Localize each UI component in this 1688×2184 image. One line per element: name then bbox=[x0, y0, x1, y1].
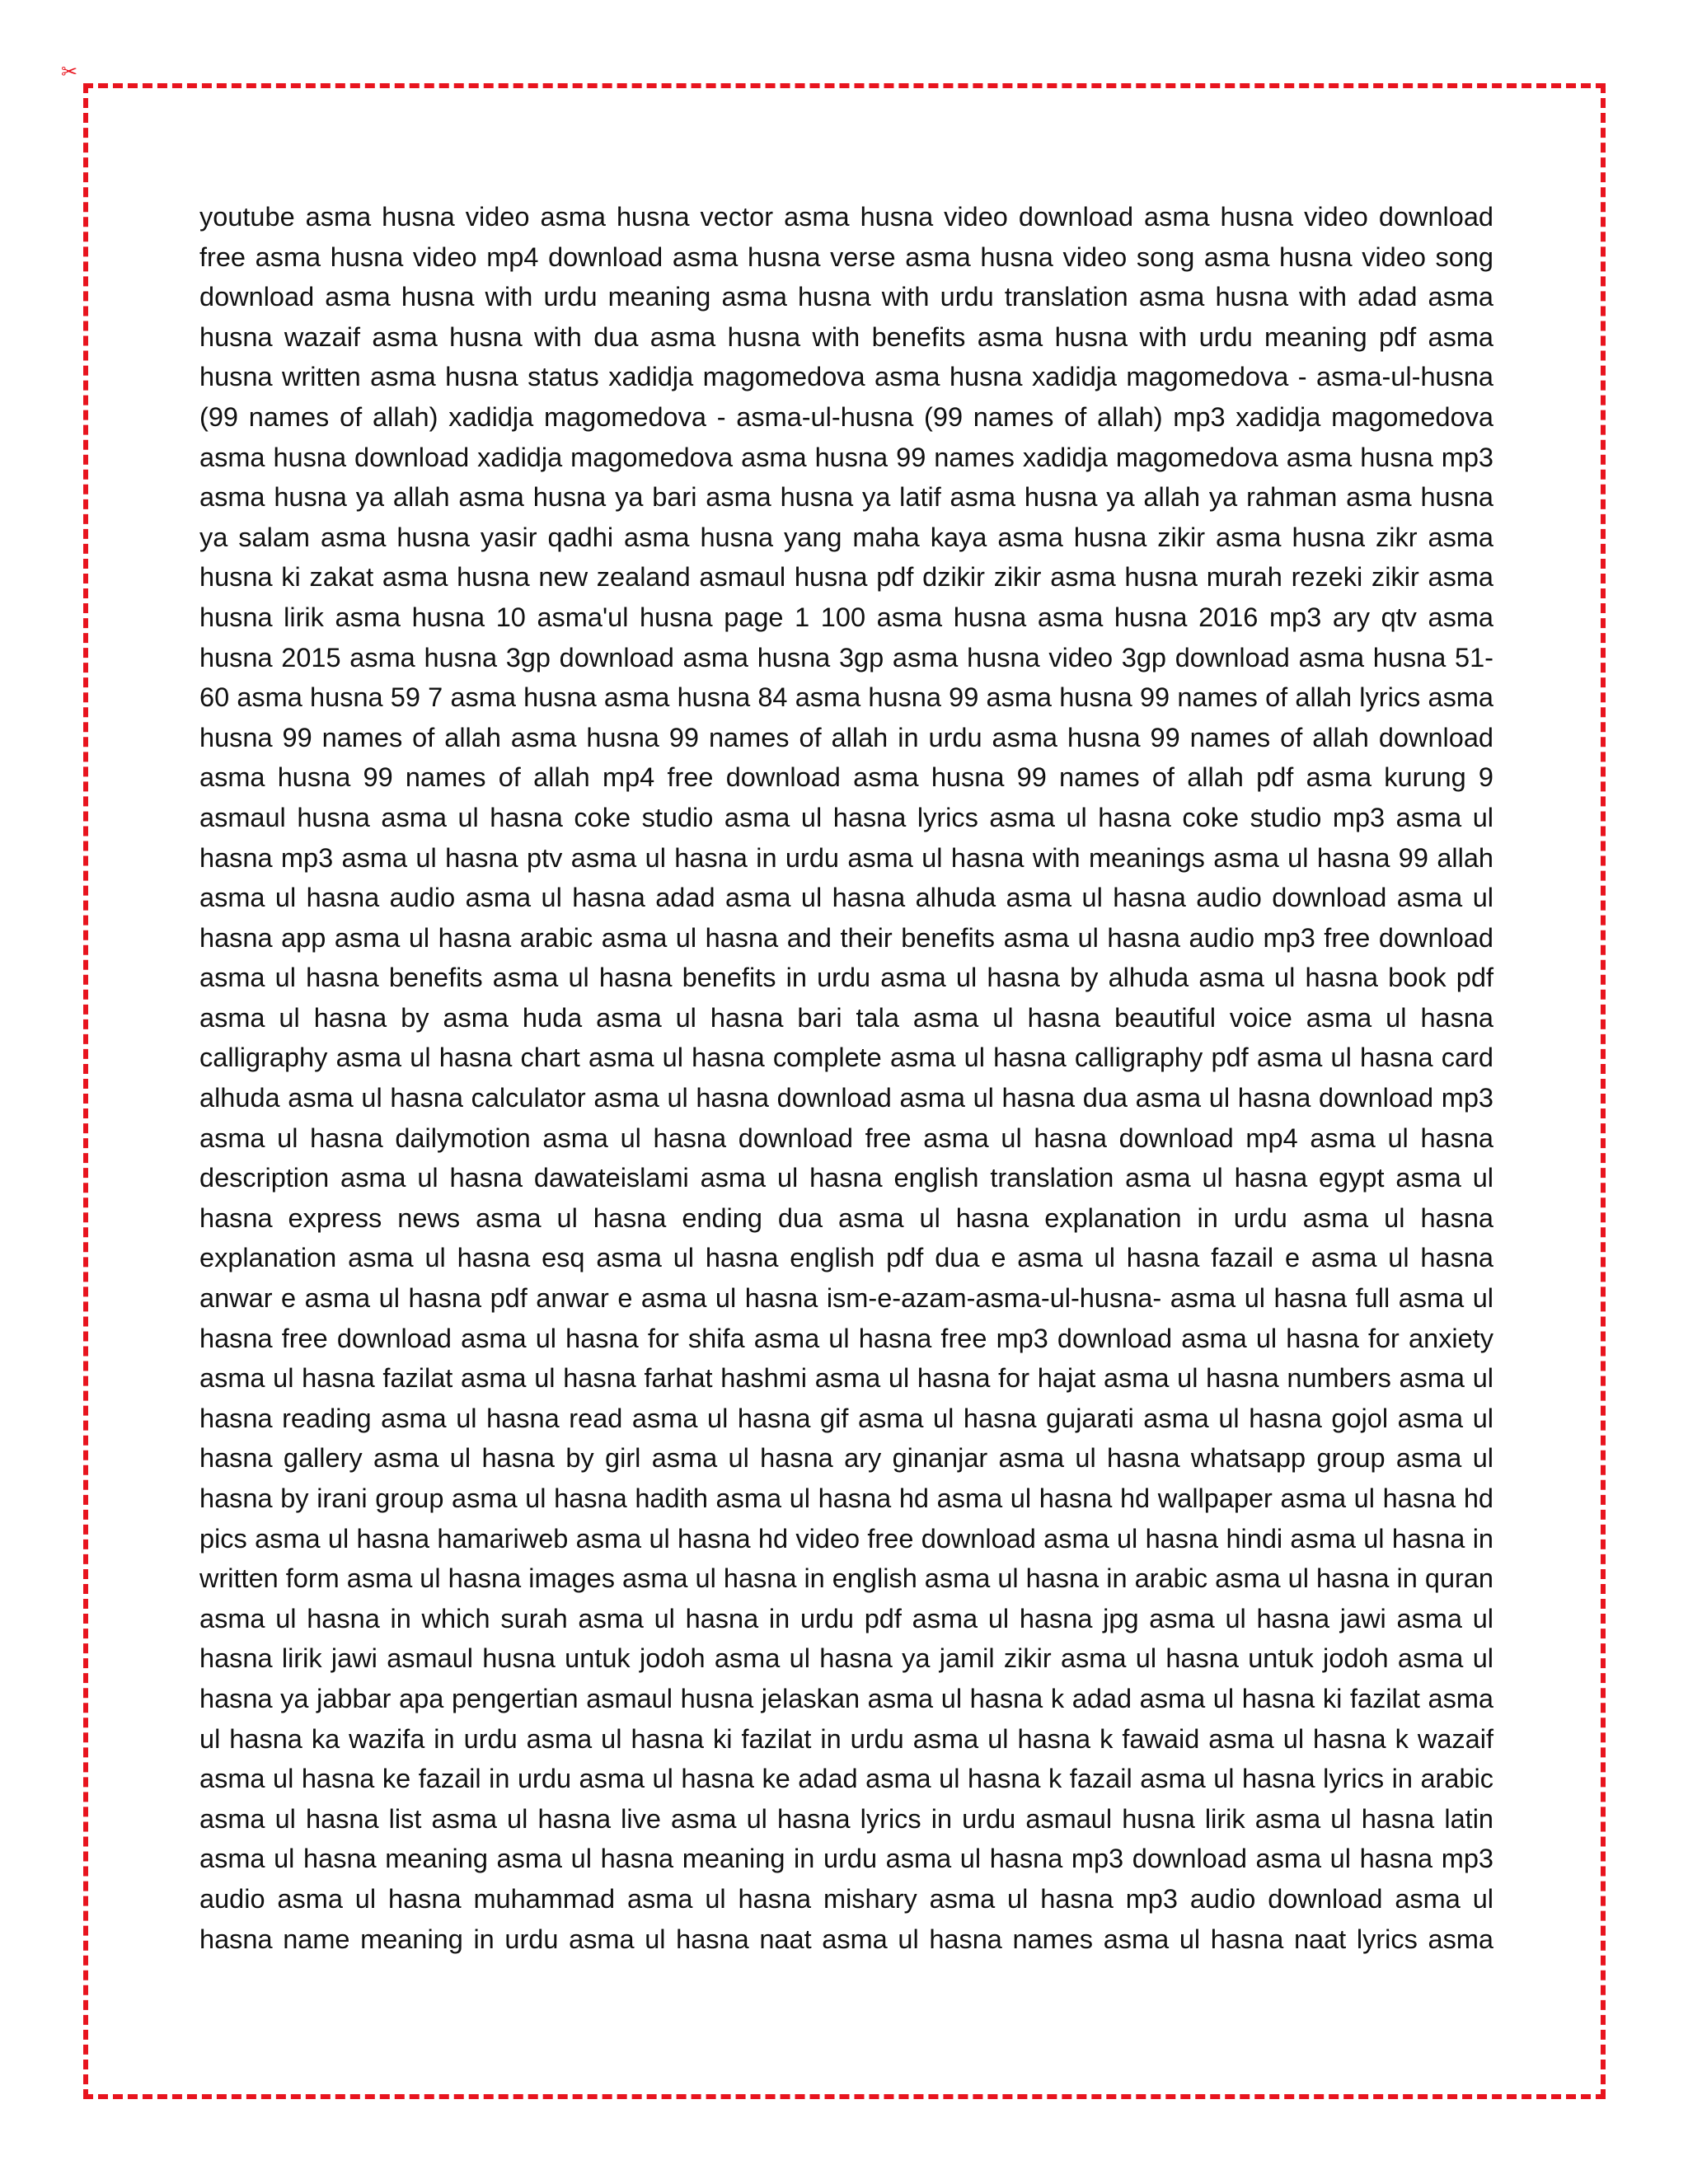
body-text-paragraph: youtube asma husna video asma husna vector asma husna video download asma husna video download free asma husna video mp4 download asma husna verse asma husna video song asma husna video song download asma husna with urdu meaning asma husna with urdu translation asma husna with adad asma husna wazaif asma husna with dua asma husna with benefits asma husna with urdu meaning pdf asma husna written asma husna status xadidja magomedova asma husna xadidja magomedova - asma-ul-husna (99 names of allah) xadidja magomedova - asma-ul-husna (99 names of allah) mp3 xadidja magomedova asma husna download xadidja magomedova asma husna 99 names xadidja magomedova asma husna mp3 asma husna ya allah asma husna ya bari asma husna ya latif asma husna ya allah ya rahman asma husna ya salam asma husna yasir qadhi asma husna yang maha kaya asma husna zikir asma husna zikr asma husna ki zakat asma husna new zealand asmaul husna pdf dzikir zikir asma husna murah rezeki zikir asma husna lirik asma husna 10 asma'ul husna page 1 100 asma husna asma husna 2016 mp3 ary qtv asma husna 2015 asma husna 3gp download asma husna 3gp asma husna video 3gp download asma husna 51-60 asma husna 59 7 asma husna asma husna 84 asma husna 99 asma husna 99 names of allah lyrics asma husna 99 names of allah asma husna 99 names of allah in urdu asma husna 99 names of allah download asma husna 99 names of allah mp4 free download asma husna 99 names of allah pdf asma kurung 9 asmaul husna asma ul hasna coke studio asma ul hasna lyrics asma ul hasna coke studio mp3 asma ul hasna mp3 asma ul hasna ptv asma ul hasna in urdu asma ul hasna with meanings asma ul hasna 99 allah asma ul hasna audio asma ul hasna adad asma ul hasna alhuda asma ul hasna audio download asma ul hasna app asma ul hasna arabic asma ul hasna and their benefits asma ul hasna audio mp3 free download asma ul hasna benefits asma ul hasna benefits in urdu asma ul hasna by alhuda asma ul hasna book pdf asma ul hasna by asma huda asma ul hasna bari tala asma ul hasna beautiful voice asma ul hasna calligraphy asma ul hasna chart asma ul hasna complete asma ul hasna calligraphy pdf asma ul hasna card alhuda asma ul hasna calculator asma ul hasna download asma ul hasna dua asma ul hasna download mp3 asma ul hasna dailymotion asma ul hasna download free asma ul hasna download mp4 asma ul hasna description asma ul hasna dawateislami asma ul hasna english translation asma ul hasna egypt asma ul hasna express news asma ul hasna ending dua asma ul hasna explanation in urdu asma ul hasna explanation asma ul hasna esq asma ul hasna english pdf dua e asma ul hasna fazail e asma ul hasna anwar e asma ul hasna pdf anwar e asma ul hasna ism-e-azam-asma-ul-husna- asma ul hasna full asma ul hasna free download asma ul hasna for shifa asma ul hasna free mp3 download asma ul hasna for anxiety asma ul hasna fazilat asma ul hasna farhat hashmi asma ul hasna for hajat asma ul hasna numbers asma ul hasna reading asma ul hasna read asma ul hasna gif asma ul hasna gujarati asma ul hasna gojol asma ul hasna gallery asma ul hasna by girl asma ul hasna ary ginanjar asma ul hasna whatsapp group asma ul hasna by irani group asma ul hasna hadith asma ul hasna hd asma ul hasna hd wallpaper asma ul hasna hd pics asma ul hasna hamariweb asma ul hasna hd video free download asma ul hasna hindi asma ul hasna in written form asma ul hasna images asma ul hasna in english asma ul hasna in arabic asma ul hasna in quran asma ul hasna in which surah asma ul hasna in urdu pdf asma ul hasna jpg asma ul hasna jawi asma ul hasna lirik jawi asmaul husna untuk jodoh asma ul hasna ya jamil zikir asma ul hasna untuk jodoh asma ul hasna ya jabbar apa pengertian asmaul husna jelaskan asma ul hasna k adad asma ul hasna ki fazilat asma ul hasna ka wazifa in urdu asma ul hasna ki fazilat in urdu asma ul hasna k fawaid asma ul hasna k wazaif asma ul hasna ke fazail in urdu asma ul hasna ke adad asma ul hasna k fazail asma ul hasna lyrics in arabic asma ul hasna list asma ul hasna live asma ul hasna lyrics in urdu asmaul husna lirik asma ul hasna latin asma ul hasna meaning asma ul hasna meaning in urdu asma ul hasna mp3 download asma ul hasna mp3 audio asma ul hasna muhammad asma ul hasna mishary asma ul hasna mp3 audio download asma ul hasna name meaning in urdu asma ul hasna naat asma ul hasna names asma ul hasna naat lyrics asma bbox=[199, 202, 1493, 1954]
scissors-icon: ✂ bbox=[61, 60, 78, 83]
